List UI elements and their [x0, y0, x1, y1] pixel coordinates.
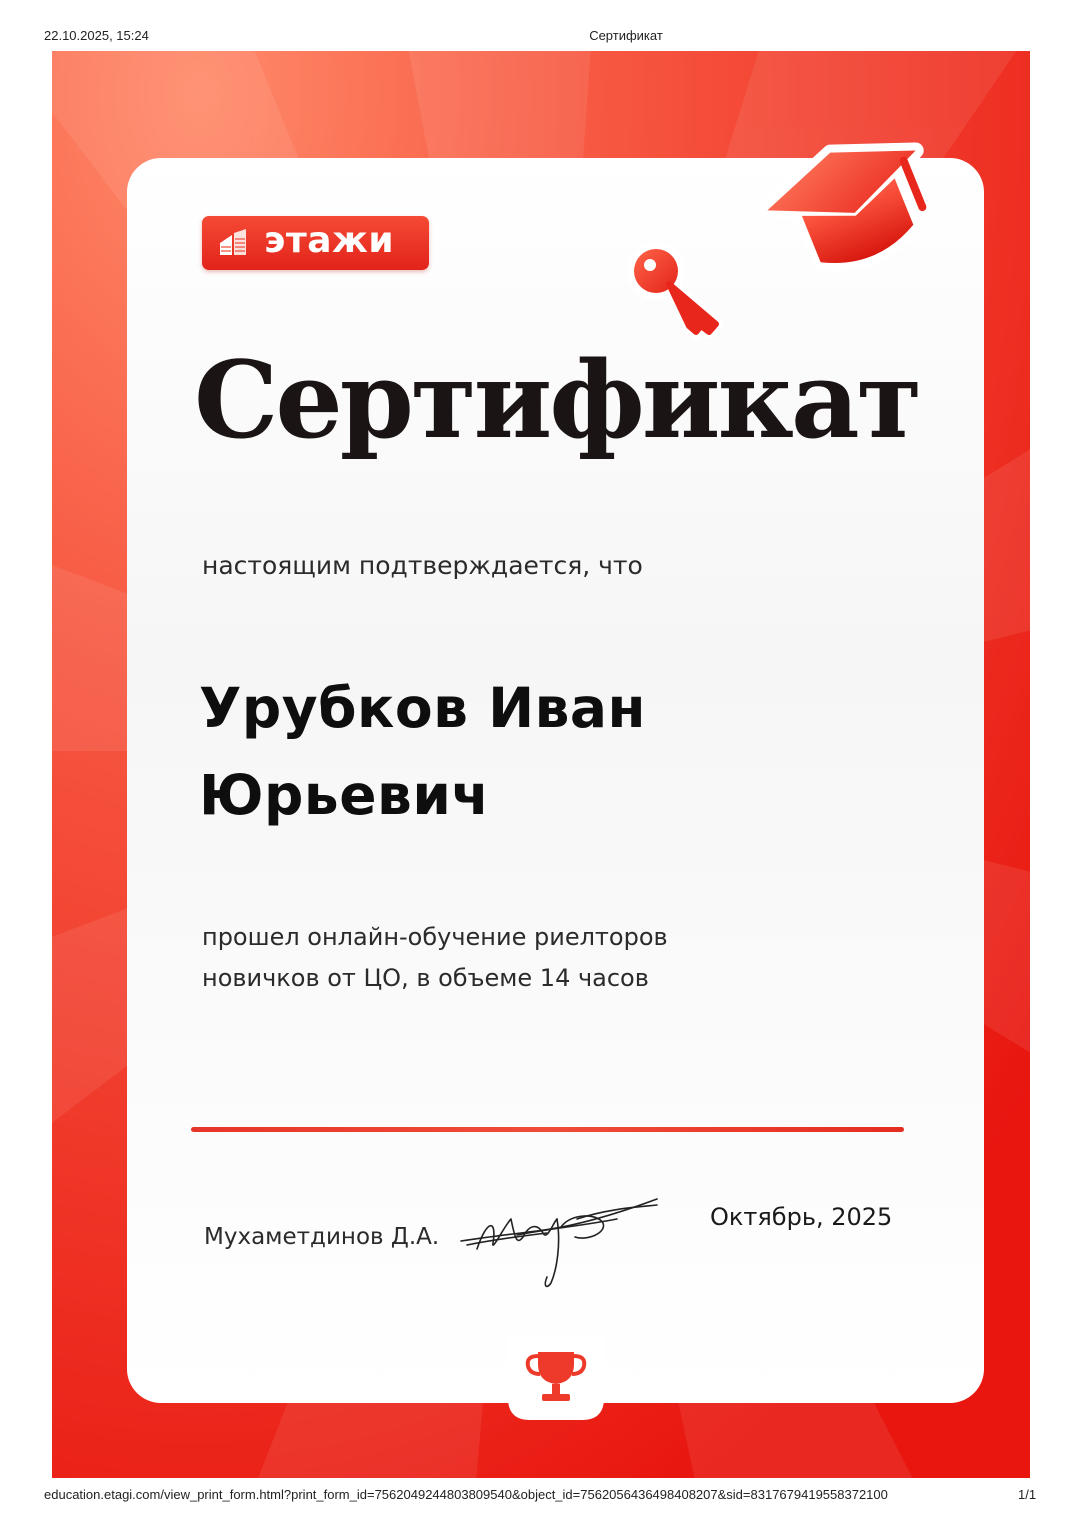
- logo-wordmark: этажи: [264, 220, 395, 261]
- print-url: education.etagi.com/view_print_form.html?print_form_id=7562049244803809540&object_id=7562056436498408207&sid=8317679419558372100: [44, 1487, 888, 1502]
- trophy-tab: [508, 1334, 604, 1426]
- divider: [191, 1127, 904, 1132]
- print-page-title: Сертификат: [589, 28, 663, 43]
- print-page-number: 1/1: [1018, 1487, 1037, 1502]
- course-description-line1: прошел онлайн-обучение риелторов: [202, 923, 668, 951]
- certificate-subtitle: настоящим подтверждается, что: [202, 551, 643, 580]
- signature: [457, 1179, 677, 1299]
- signer-name: Мухаметдинов Д.А.: [204, 1224, 440, 1250]
- recipient-name-line2: Юрьевич: [199, 763, 490, 827]
- key-icon: [621, 236, 736, 341]
- certificate-title: Сертификат: [194, 337, 920, 462]
- course-description-line2: новичков от ЦО, в объеме 14 часов: [202, 964, 649, 992]
- certificate-date: Октябрь, 2025: [710, 1203, 893, 1231]
- graduation-cap-icon: [749, 109, 949, 289]
- etagi-logo: [202, 216, 429, 270]
- recipient-name-line1: Урубков Иван: [199, 676, 647, 740]
- certificate: [52, 51, 1030, 1478]
- print-datetime: 22.10.2025, 15:24: [44, 28, 149, 43]
- building-logo-icon: [218, 229, 256, 255]
